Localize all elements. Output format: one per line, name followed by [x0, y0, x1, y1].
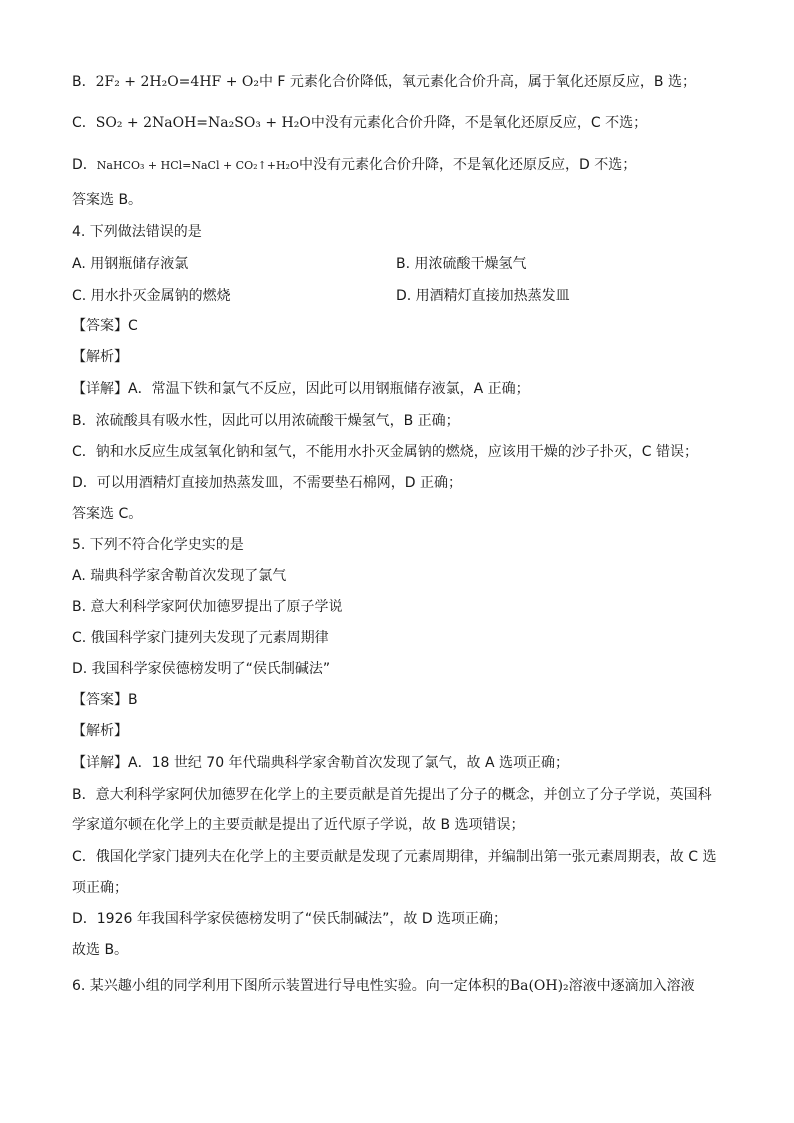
q6-stem — [72, 976, 695, 996]
q4-option-d: D. 用酒精灯直接加热蒸发皿 — [396, 288, 570, 304]
explanation-text: 中没有元素化合价升降，不是氧化还原反应，D 不选； — [298, 157, 637, 173]
answer-label: 【答案】 — [72, 318, 128, 334]
q5-option-b: B. 意大利科学家阿伏加德罗提出了原子学说 — [72, 599, 343, 615]
answer-label: 【答案】 — [72, 692, 128, 708]
reaction-formula: Ba(OH)₂ — [509, 978, 569, 994]
q5-option-d: D. 我国科学家侯德榜发明了“侯氏制碱法” — [72, 661, 331, 677]
reaction-formula: NaHCO₃ + HCl=NaCl + CO₂↑+H₂O — [96, 159, 299, 172]
q3-option-d — [72, 155, 636, 176]
q5-detail-b-line2: 学家道尔顿在化学上的主要贡献是提出了近代原子学说，故 B 选项错误； — [72, 817, 525, 833]
q5-option-c: C. 俄国科学家门捷列夫发现了元素周期律 — [72, 630, 329, 646]
q5-detail-b-line1: B．意大利科学家阿伏加德罗在化学上的主要贡献是首先提出了分子的概念，并创立了分子学说，英国科 — [72, 787, 712, 803]
q5-option-a: A. 瑞典科学家舍勒首次发现了氯气 — [72, 568, 287, 584]
q3-option-b — [72, 72, 696, 92]
q5-detail-a — [72, 753, 569, 773]
q5-analysis-label: 【解析】 — [72, 723, 128, 739]
q4-option-a: A. 用钢瓶储存液氯 — [72, 256, 189, 272]
option-prefix: C． — [72, 115, 96, 131]
stem-end: 溶液中逐滴加入溶液 — [568, 978, 695, 994]
q5-detail-c-line1: C．俄国化学家门捷列夫在化学上的主要贡献是发现了元素周期律，并编制出第一张元素周期表，故 C 选 — [72, 849, 717, 865]
detail-text: A．18 世纪 70 年代瑞典科学家舍勒首次发现了氯气，故 A 选项正确； — [128, 755, 570, 771]
q4-answer — [72, 316, 138, 336]
reaction-formula: SO₂ + 2NaOH=Na₂SO₃ + H₂O — [95, 115, 311, 131]
answer-value: C — [128, 318, 138, 334]
q4-detail-d: D．可以用酒精灯直接加热蒸发皿，不需要垫石棉网，D 正确； — [72, 475, 463, 491]
detail-label: 【详解】 — [72, 755, 128, 771]
q4-option-c: C. 用水扑灭金属钠的燃烧 — [72, 288, 231, 304]
q3-option-c — [72, 113, 647, 133]
explanation-text: 中 F 元素化合价降低，氧元素化合价升高，属于氧化还原反应，B 选； — [258, 74, 696, 90]
q5-detail-c-line2: 项正确； — [72, 880, 128, 896]
q4-detail-c: C．钠和水反应生成氢氧化钠和氢气，不能用水扑灭金属钠的燃烧，应该用干燥的沙子扑灭，C 错误； — [72, 444, 698, 460]
reaction-formula: 2F₂ + 2H₂O=4HF + O₂ — [95, 74, 259, 90]
q4-stem: 4. 下列做法错误的是 — [72, 224, 202, 240]
q5-answer — [72, 690, 138, 710]
q5-detail-d: D．1926 年我国科学家侯德榜发明了“侯氏制碱法”，故 D 选项正确； — [72, 911, 508, 927]
detail-label: 【详解】 — [72, 381, 128, 397]
explanation-text: 中没有元素化合价升降，不是氧化还原反应，C 不选； — [310, 115, 648, 131]
option-prefix: B． — [72, 74, 96, 90]
detail-text: A．常温下铁和氯气不反应，因此可以用钢瓶储存液氯，A 正确； — [128, 381, 530, 397]
q4-detail-a — [72, 379, 530, 399]
q3-conclusion: 答案选 B。 — [72, 192, 143, 208]
q4-analysis-label: 【解析】 — [72, 349, 128, 365]
q5-conclusion: 故选 B。 — [72, 942, 129, 958]
q4-detail-b: B．浓硫酸具有吸水性，因此可以用浓硫酸干燥氢气，B 正确； — [72, 413, 460, 429]
q5-stem: 5. 下列不符合化学史实的是 — [72, 537, 244, 553]
q4-conclusion: 答案选 C。 — [72, 506, 143, 522]
q4-option-b: B. 用浓硫酸干燥氢气 — [396, 256, 527, 272]
answer-value: B — [128, 692, 138, 708]
option-prefix: D． — [72, 157, 97, 173]
stem-start: 6. 某兴趣小组的同学利用下图所示装置进行导电性实验。向一定体积的 — [72, 978, 510, 994]
